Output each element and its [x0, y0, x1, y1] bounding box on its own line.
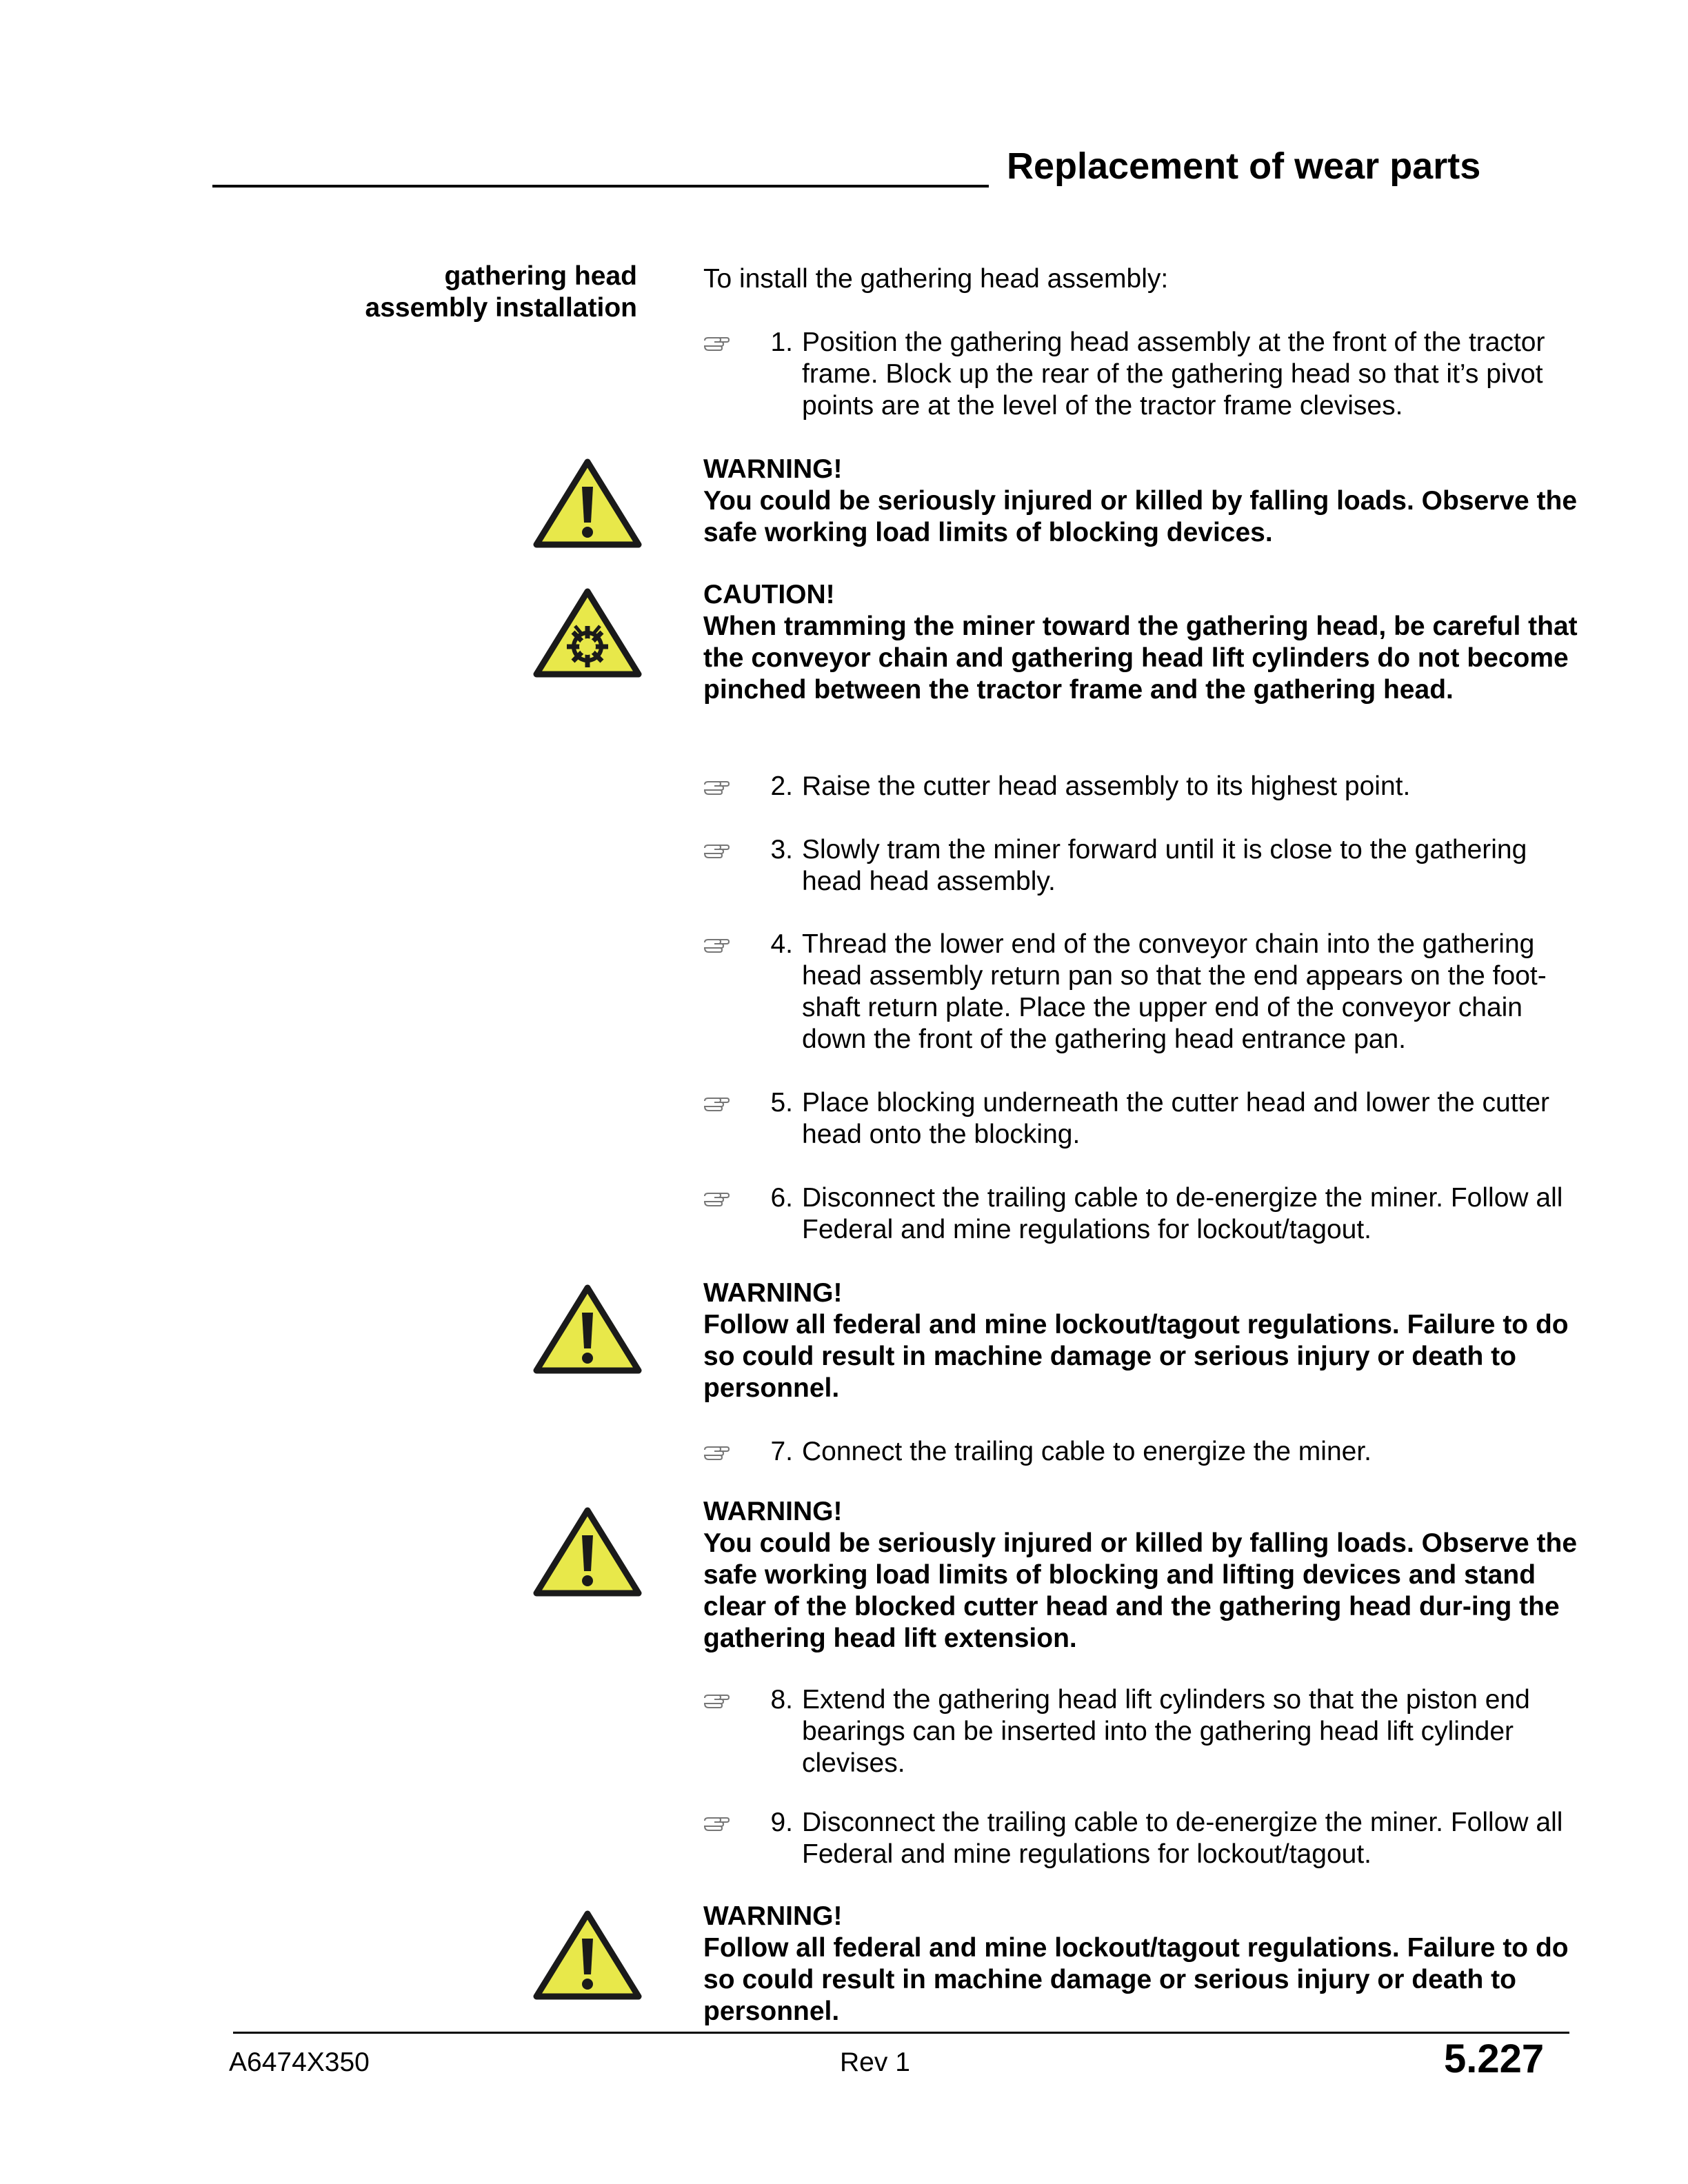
footer-rule	[233, 2032, 1569, 2034]
step-text: Thread the lower end of the conveyor chain into the gathering head assembly return pan so that the end appears on the foot-shaft return plate. Place the upper end of the conveyor chain down the front of the gathering head entrance pan.	[802, 929, 1547, 1054]
step-text: Place blocking underneath the cutter head and lower the cutter head onto the blocking.	[802, 1088, 1550, 1149]
header-rule	[212, 185, 989, 188]
pointing-hand-icon	[703, 1812, 730, 1833]
warning-notice	[703, 1901, 1579, 2028]
revision-label: Rev 1	[840, 2048, 910, 2077]
step-number: 7.	[770, 1437, 793, 1466]
warning-notice	[703, 454, 1579, 549]
step-text: Extend the gathering head lift cylinders so that the piston end bearings can be inserted into the gathering head lift cylinder clevises.	[802, 1685, 1530, 1778]
notice-label: CAUTION!	[703, 580, 835, 609]
step-number: 6.	[770, 1183, 793, 1213]
notice-label: WARNING!	[703, 454, 843, 484]
caution-notice	[703, 579, 1579, 706]
step-text: Slowly tram the miner forward until it is close to the gathering head head assembly.	[802, 835, 1527, 896]
step-text: Disconnect the trailing cable to de-energize the miner. Follow all Federal and mine regulations for lockout/tagout.	[802, 1183, 1563, 1244]
warning-exclamation-icon	[532, 456, 643, 549]
step-text: Disconnect the trailing cable to de-energize the miner. Follow all Federal and mine regulations for lockout/tagout.	[802, 1808, 1563, 1869]
pointing-hand-icon	[703, 934, 730, 955]
step-number: 2.	[770, 771, 793, 801]
section-heading-line-1: gathering head	[444, 261, 637, 291]
warning-notice	[703, 1496, 1579, 1655]
step-text: Connect the trailing cable to energize the miner.	[802, 1437, 1372, 1466]
warning-exclamation-icon	[532, 1505, 643, 1598]
notice-text: When tramming the miner toward the gathering head, be careful that the conveyor chain and gathering head lift cylinders do not become pinched between the tractor frame and the gathering head.	[703, 611, 1578, 705]
pointing-hand-icon	[703, 1188, 730, 1209]
step-number: 4.	[770, 929, 793, 959]
notice-text: You could be seriously injured or killed by falling loads. Observe the safe working load limits of blocking and lifting devices and stand clear of the blocked cutter head and the gathering head dur-ing the gathering head lift extension.	[703, 1528, 1578, 1653]
notice-label: WARNING!	[703, 1278, 843, 1308]
notice-text: Follow all federal and mine lockout/tagout regulations. Failure to do so could result in machine damage or serious injury or death to personnel.	[703, 1933, 1569, 2026]
caution-gear-pinch-icon	[532, 586, 643, 679]
warning-exclamation-icon	[532, 1908, 643, 2001]
pointing-hand-icon	[703, 840, 730, 860]
section-heading-line-2: assembly installation	[365, 293, 637, 323]
notice-label: WARNING!	[703, 1497, 843, 1526]
pointing-hand-icon	[703, 1093, 730, 1113]
step-number: 3.	[770, 835, 793, 865]
pointing-hand-icon	[703, 1442, 730, 1462]
step-number: 9.	[770, 1808, 793, 1837]
step-number: 8.	[770, 1685, 793, 1715]
step-number: 5.	[770, 1088, 793, 1118]
pointing-hand-icon	[703, 1690, 730, 1710]
notice-label: WARNING!	[703, 1901, 843, 1931]
section-heading	[262, 261, 637, 324]
page-number: 5.227	[1444, 2036, 1545, 2081]
notice-text: Follow all federal and mine lockout/tagout regulations. Failure to do so could result in machine damage or serious injury or death to personnel.	[703, 1310, 1569, 1403]
pointing-hand-icon	[703, 776, 730, 797]
document-id: A6474X350	[229, 2048, 370, 2077]
page-title: Replacement of wear parts	[1007, 145, 1481, 187]
warning-exclamation-icon	[532, 1282, 643, 1375]
step-text: Position the gathering head assembly at the front of the tractor frame. Block up the rear of the gathering head so that it’s pivot points are at the level of the tractor frame clevises.	[802, 327, 1545, 421]
notice-text: You could be seriously injured or killed by falling loads. Observe the safe working load limits of blocking devices.	[703, 486, 1578, 547]
step-number: 1.	[770, 327, 793, 357]
warning-notice	[703, 1277, 1579, 1404]
pointing-hand-icon	[703, 332, 730, 353]
intro-text: To install the gathering head assembly:	[703, 264, 1169, 294]
step-text: Raise the cutter head assembly to its highest point.	[802, 771, 1411, 801]
